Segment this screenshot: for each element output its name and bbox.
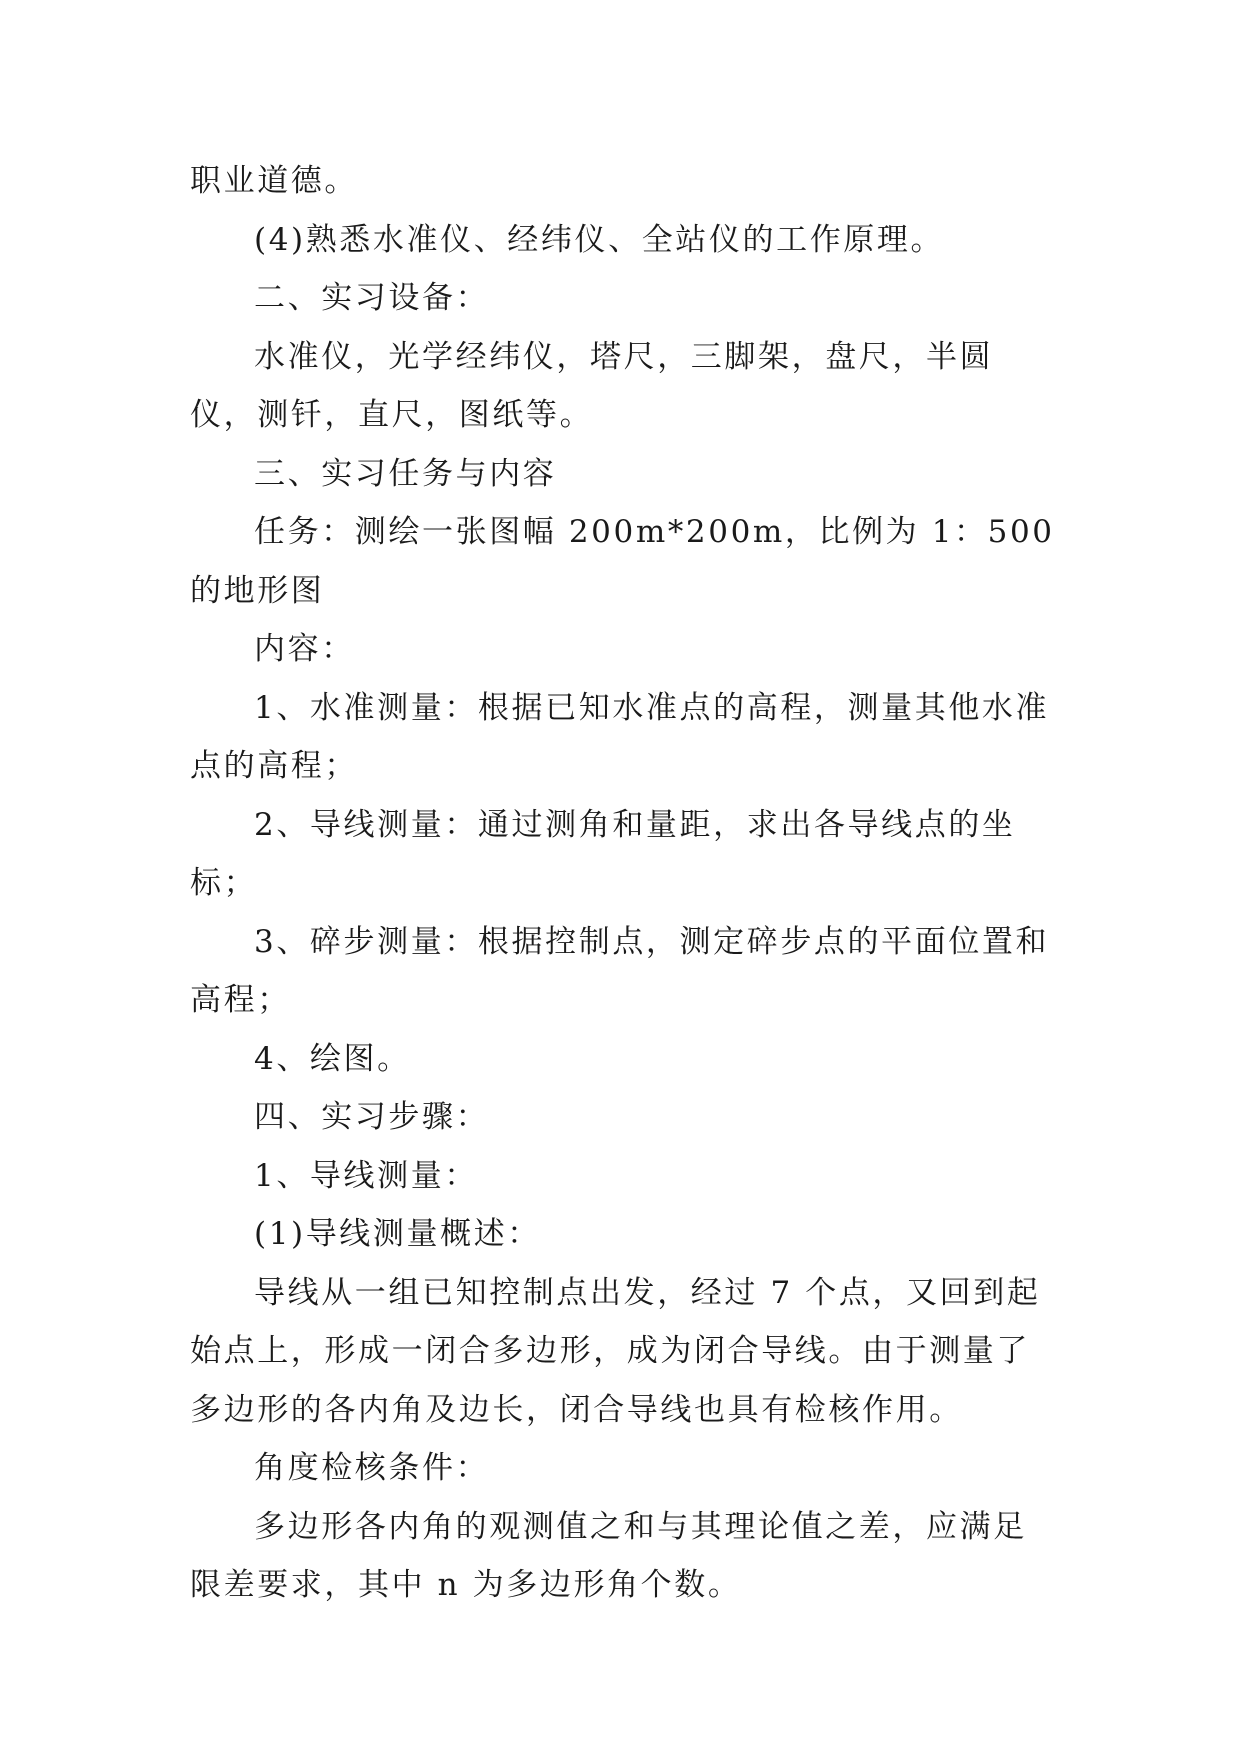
document-body xyxy=(190,152,1060,1615)
paragraph: 职业道德。 xyxy=(190,163,358,199)
list-item: 3、碎步测量：根据控制点，测定碎步点的平面位置和高程； xyxy=(190,923,1050,1018)
section-heading: 四、实习步骤： xyxy=(254,1099,490,1135)
paragraph: 角度检核条件： xyxy=(254,1450,490,1486)
section-heading: 二、实习设备： xyxy=(254,280,490,316)
section-heading: 三、实习任务与内容 xyxy=(254,455,557,492)
subsection-heading: (1)导线测量概述： xyxy=(254,1216,541,1252)
subsection-heading: 1、导线测量： xyxy=(254,1157,478,1194)
paragraph: 多边形各内角的观测值之和与其理论值之差，应满足限差要求，其中 n 为多边形角个数。 xyxy=(190,1508,1027,1603)
paragraph: 任务：测绘一张图幅 200m*200m，比例为 1：500 的地形图 xyxy=(190,514,1055,609)
paragraph: (4)熟悉水准仪、经纬仪、全站仪的工作原理。 xyxy=(254,221,945,258)
paragraph: 导线从一组已知控制点出发，经过 7 个点，又回到起始点上，形成一闭合多边形，成为闭合导线。由于测量了多边形的各内角及边长，闭合导线也具有检核作用。 xyxy=(190,1274,1041,1428)
paragraph: 内容： xyxy=(254,631,355,667)
list-item: 4、绘图。 xyxy=(254,1040,411,1077)
list-item: 2、导线测量：通过测角和量距，求出各导线点的坐标； xyxy=(190,806,1016,901)
list-item: 1、水准测量：根据已知水准点的高程，测量其他水准点的高程； xyxy=(190,689,1050,784)
paragraph: 水准仪，光学经纬仪，塔尺，三脚架，盘尺，半圆仪，测钎，直尺，图纸等。 xyxy=(190,338,994,433)
